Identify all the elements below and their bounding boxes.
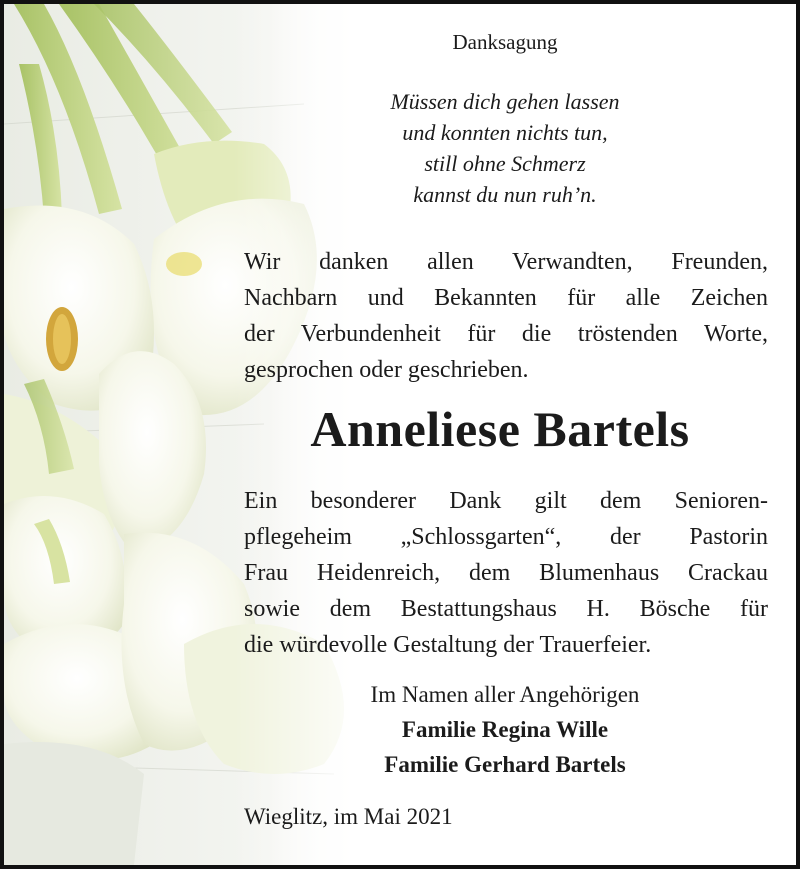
paragraph-line: pflegeheim „Schlossgarten“, der Pastorin — [244, 524, 768, 550]
signature-block — [300, 677, 710, 782]
place-date: Wieglitz, im Mai 2021 — [244, 804, 453, 829]
paragraph-line: Ein besonderer Dank gilt dem Senioren- — [244, 488, 768, 514]
signature-intro: Im Namen aller Angehörigen — [370, 682, 640, 707]
special-thanks-paragraph — [244, 483, 768, 663]
paragraph-line: gesprochen oder geschrieben. — [244, 357, 529, 383]
paragraph-line: die würdevolle Gestaltung der Trauerfeier. — [244, 632, 652, 658]
poem — [330, 86, 680, 210]
paragraph-line: Nachbarn und Bekannten für alle Zeichen — [244, 285, 768, 311]
thanks-paragraph — [244, 244, 768, 388]
family-name: Familie Gerhard Bartels — [384, 752, 626, 777]
paragraph-line: Wir danken allen Verwandten, Freunden, — [244, 249, 768, 275]
paragraph-line: der Verbundenheit für die tröstenden Worte, — [244, 321, 768, 347]
paragraph-line: sowie dem Bestattungshaus H. Bösche für — [244, 596, 768, 622]
deceased-name: Anneliese Bartels — [310, 401, 690, 457]
poem-line: Müssen dich gehen lassen — [390, 89, 620, 114]
paragraph-line: Frau Heidenreich, dem Blumenhaus Crackau — [244, 560, 768, 586]
family-name: Familie Regina Wille — [401, 717, 609, 742]
notice-heading: Danksagung — [452, 30, 558, 54]
poem-line: kannst du nun ruh’n. — [413, 182, 597, 207]
poem-line: still ohne Schmerz — [424, 151, 586, 176]
poem-line: und konnten nichts tun, — [402, 120, 608, 145]
